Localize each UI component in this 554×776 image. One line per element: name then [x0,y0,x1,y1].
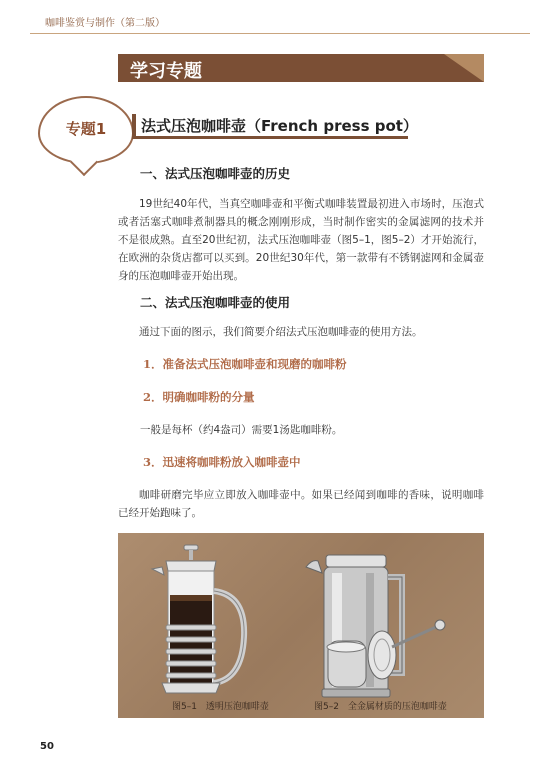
step-1-heading: 1．准备法式压泡咖啡壶和现磨的咖啡粉 [143,357,347,371]
topic-title-text: 法式压泡咖啡壶（French press pot） [141,117,418,135]
running-header: 咖啡鉴赏与制作（第二版） [45,18,165,29]
figure-caption-1 [172,699,269,712]
step-3-text: 咖啡研磨完毕应立即放入咖啡壶中。如果已经闻到咖啡的香味，说明咖啡已经开始跑味了。 [118,489,484,519]
topic-title-bar [132,114,136,136]
figure-caption-1-text: 透明压泡咖啡壶 [205,702,269,712]
section-banner [118,54,484,82]
figure-caption-1-label: 图5–1 [172,702,197,712]
topic-title [132,114,418,139]
page-number: 50 [40,741,54,752]
figure-caption-2 [314,699,447,712]
figure-french-press-pots [118,533,484,718]
banner-corner [444,54,484,82]
figure-caption-2-text: 全金属材质的压泡咖啡壶 [347,702,447,712]
step-3-heading: 3．迅速将咖啡粉放入咖啡壶中 [143,455,301,469]
figure-caption-2-label: 图5–2 [314,702,339,712]
step-2-heading: 2．明确咖啡粉的分量 [143,390,255,404]
glass-french-press-image [152,545,244,693]
french-press-illustration [118,533,484,718]
topic-badge [38,96,134,164]
history-paragraph: 19世纪40年代，当真空咖啡壶和平衡式咖啡装置最初进入市场时，压泡式或者活塞式咖啡煮制器具的概念刚刚形成，当时制作密实的金属滤网的技术并不是很成熟。直至20世纪初，法式压泡咖啡壶（图5–1，图5–2）才开始流行，在欧洲的杂货店都可以买到。20世纪30年代，第一款带有不锈钢滤网和金属壶身的压泡咖啡壶开始出现。 [118,198,484,282]
section-heading-usage: 二、法式压泡咖啡壶的使用 [140,295,291,310]
header-rule [30,33,530,34]
metal-french-press-image [306,555,445,697]
topic-badge-label: 专题1 [65,120,107,138]
banner-title: 学习专题 [130,61,202,82]
step-2-text: 一般是每杯（约4盎司）需要1汤匙咖啡粉。 [140,424,343,436]
badge-pointer [70,148,98,176]
section-heading-history: 一、法式压泡咖啡壶的历史 [140,166,291,181]
usage-intro-paragraph: 通过下面的图示，我们简要介绍法式压泡咖啡壶的使用方法。 [139,326,423,338]
